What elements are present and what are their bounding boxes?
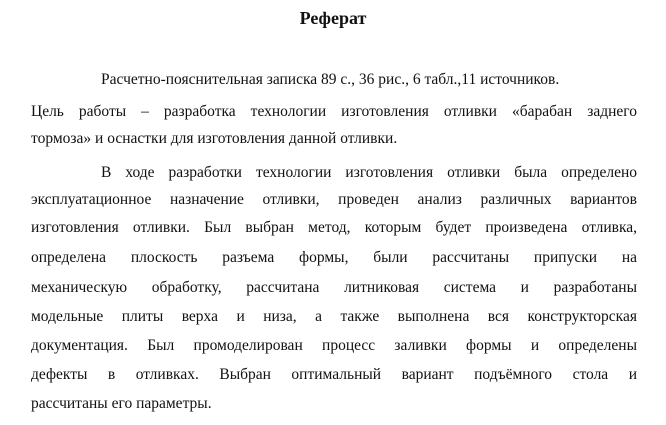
text-line-9: модельные плиты верха и низа, а также выполнена вся конструкторская: [31, 308, 637, 325]
text-line-2: Цель работы – разработка технологии изготовления отливки «барабан заднего: [31, 103, 637, 120]
text-line-6: изготовления отливки. Был выбран метод, которым будет произведена отливка,: [31, 219, 637, 236]
document-title: Реферат: [299, 8, 367, 28]
text-line-5: эксплуатационное назначение отливки, проведен анализ различных вариантов: [31, 191, 637, 208]
text-line-3: тормоза» и оснастки для изготовления данной отливки.: [31, 130, 398, 147]
text-line-1: Расчетно-пояснительная записка 89 с., 36 рис., 6 табл.,11 источников.: [101, 71, 560, 88]
text-line-11: дефекты в отливках. Выбран оптимальный вариант подъёмного стола и: [31, 366, 637, 383]
text-line-8: механическую обработку, рассчитана литниковая система и разработаны: [31, 279, 637, 296]
text-line-12: рассчитаны его параметры.: [31, 395, 212, 412]
text-line-4: В ходе разработки технологии изготовления отливки была определено: [101, 164, 637, 181]
text-line-10: документация. Был промоделирован процесс заливки формы и определены: [31, 337, 637, 354]
text-line-7: определена плоскость разъема формы, были рассчитаны припуски на: [31, 249, 637, 266]
